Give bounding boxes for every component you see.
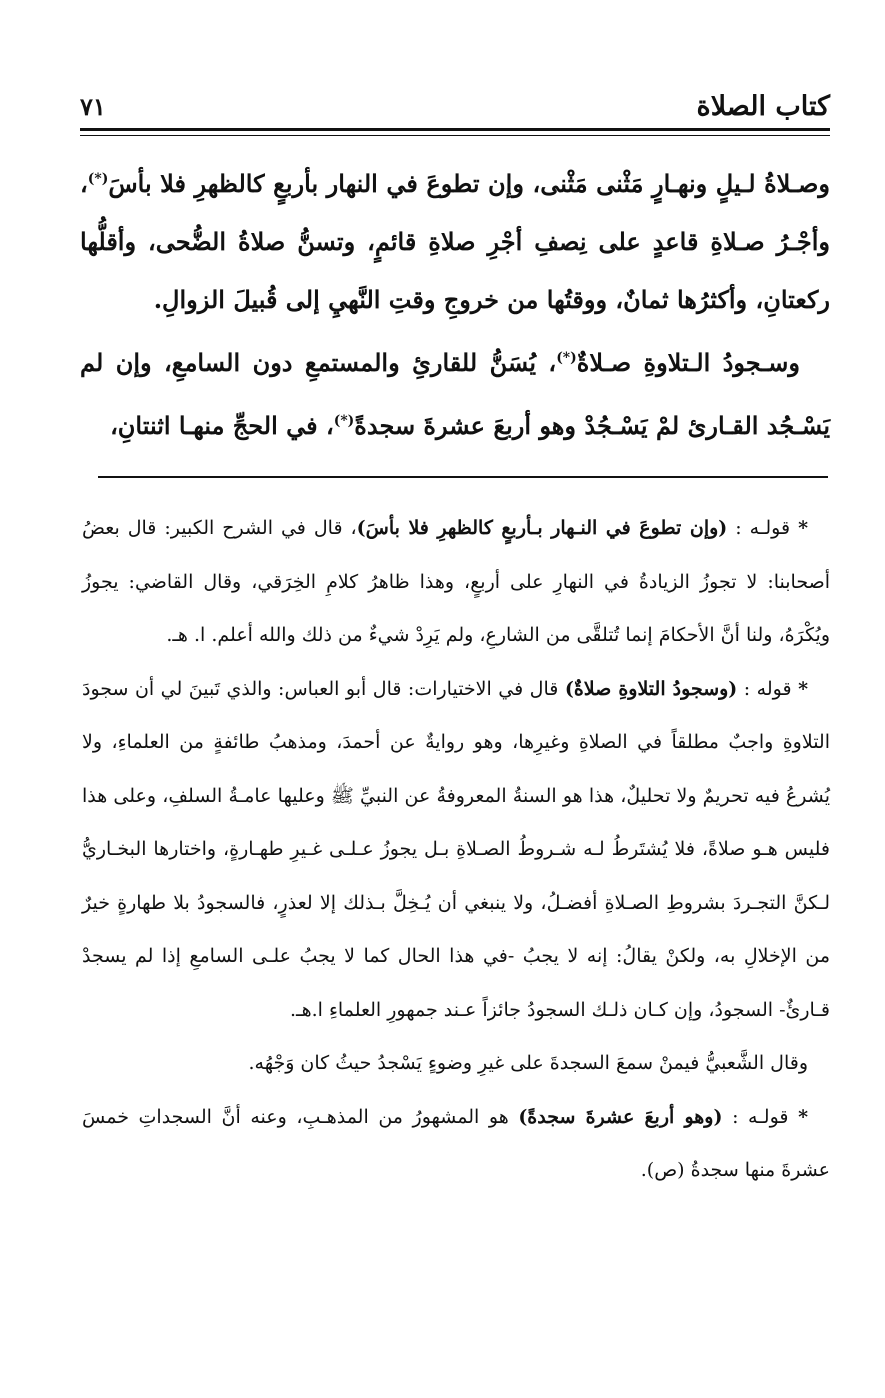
footnote-divider	[98, 476, 828, 478]
footnote-star: *	[798, 517, 809, 539]
footnote-quote: (وسجودُ التلاوةِ صلاةٌ)	[564, 677, 738, 700]
footnote-quote: (وهو أربعَ عشرةَ سجدةً)	[518, 1105, 723, 1128]
main-text-segment: ، يُسَنُّ للقارئِ والمستمعِ دون السامعِ، وإن لم يَسْـجُد القـارئ لمْ يَسْـجُدْ وهو أربعَ عشرةَ سجدةً	[80, 348, 830, 440]
main-paragraph-2	[80, 329, 830, 455]
footnote-star: *	[798, 677, 808, 700]
main-text-segment: وسـجودُ الـتلاوةِ صـلاةٌ	[576, 348, 801, 377]
page-header	[80, 88, 830, 128]
footnote-1	[82, 502, 830, 663]
footnote-ref: (*)	[333, 413, 355, 429]
footnote-2	[82, 663, 830, 1038]
page-number: ٧١	[80, 92, 106, 121]
footnote-body: هو المشهورُ من المذهـبِ، وعنه أنَّ السجداتِ خمسَ عشرةَ منها سجدةُ (ص).	[82, 1105, 830, 1181]
main-text-segment: ، في الحجِّ منهـا اثنتانِ،	[110, 411, 334, 440]
footnote-ref: (*)	[556, 350, 577, 366]
footnote-lead: قوله :	[743, 677, 792, 700]
footnotes	[82, 502, 830, 1198]
footnote-ref: (*)	[87, 171, 109, 187]
header-rule	[80, 128, 830, 136]
chapter-title: كتاب الصلاة	[696, 91, 830, 122]
footnote-body: وقال الشَّعبيُّ فيمنْ سمعَ السجدةَ على غيرِ وضوءٍ يَسْجدُ حيثُ كان وَجْهُه.	[248, 1052, 808, 1074]
footnote-body: ، قال في الشرح الكبير: قال بعضُ أصحابنا: لا تجوزُ الزيادةُ في النهارِ على أربعٍ، وهذا ظاهرُ كلامِ الخِرَقي، وقال القاضي: يجوزُ ويُكْرَهُ، ولنا أنَّ الأحكامَ إنما تُتلقَّى من الشارعِ، ولم يَرِدْ شيءٌ من ذلك والله أعلم. ا. هـ.	[82, 517, 830, 646]
footnote-quote: (وإن تطوعَ في النـهار بـأربعٍ كالظهرِ فلا بأسَ)	[356, 517, 728, 539]
main-text-segment: وصـلاةُ لـيلٍ ونهـارٍ مَثْنى مَثْنى، وإن تطوعَ في النهار بأربعٍ كالظهرِ فلا بأسَ	[108, 169, 830, 198]
footnote-4	[82, 1091, 830, 1198]
main-text	[80, 150, 830, 455]
main-paragraph-1	[80, 150, 830, 329]
footnote-body: قال في الاختيارات: قال أبو العباس: والذي تَبينَ لي أن سجودَ التلاوةِ واجبٌ مطلقاً في الصلاةِ وغيرِها، وهو روايةٌ عن أحمدَ، ومذهبُ طائفةٍ من العلماءِ، ولا يُشرعُ فيه تحريمٌ ولا تحليلٌ، هذا هو السنةُ المعروفةُ عن النبيِّ ﷺ وعليها عامـةُ السلفِ، وعلى هذا فليس هـو صلاةً، فلا يُشتَرطُ لـه شـروطُ الصـلاةِ بـل يجوزُ عـلـى غـيرِ طهـارةٍ، واختارها البخـاريُّ لـكنَّ التجـردَ بشروطِ الصـلاةِ أفضـلُ، ولا ينبغي أن يُـخِلَّ بـذلك إلا لعذرٍ، فالسجودُ بلا طهارةٍ خيرٌ من الإخلالِ به، ولكنْ يقالُ: إنه لا يجبُ -في هذا الحال كما لا يجبُ علـى السامعِ إذا لم يسجدْ قـارئٌ- السجودُ، وإن كـان ذلـك السجودُ جائزاً عـند جمهورِ العلماءِ ا.هـ.	[82, 677, 830, 1021]
footnote-star: *	[798, 1105, 809, 1128]
footnote-3	[82, 1037, 830, 1091]
footnote-lead: قولـه :	[732, 1105, 789, 1128]
footnote-lead: قولـه :	[735, 517, 791, 539]
main-text-segment: ، وأجْـرُ صـلاةِ قاعدٍ على نِصفِ أجْرِ صلاةِ قائمٍ، وتسنُّ صلاةُ الضُّحى، وأقلُّها ركعتانِ، وأكثرُها ثمانٌ، ووقتُها من خروجِ وقتِ النَّهيِ إلى قُبيلَ الزوالِ.	[80, 169, 830, 314]
